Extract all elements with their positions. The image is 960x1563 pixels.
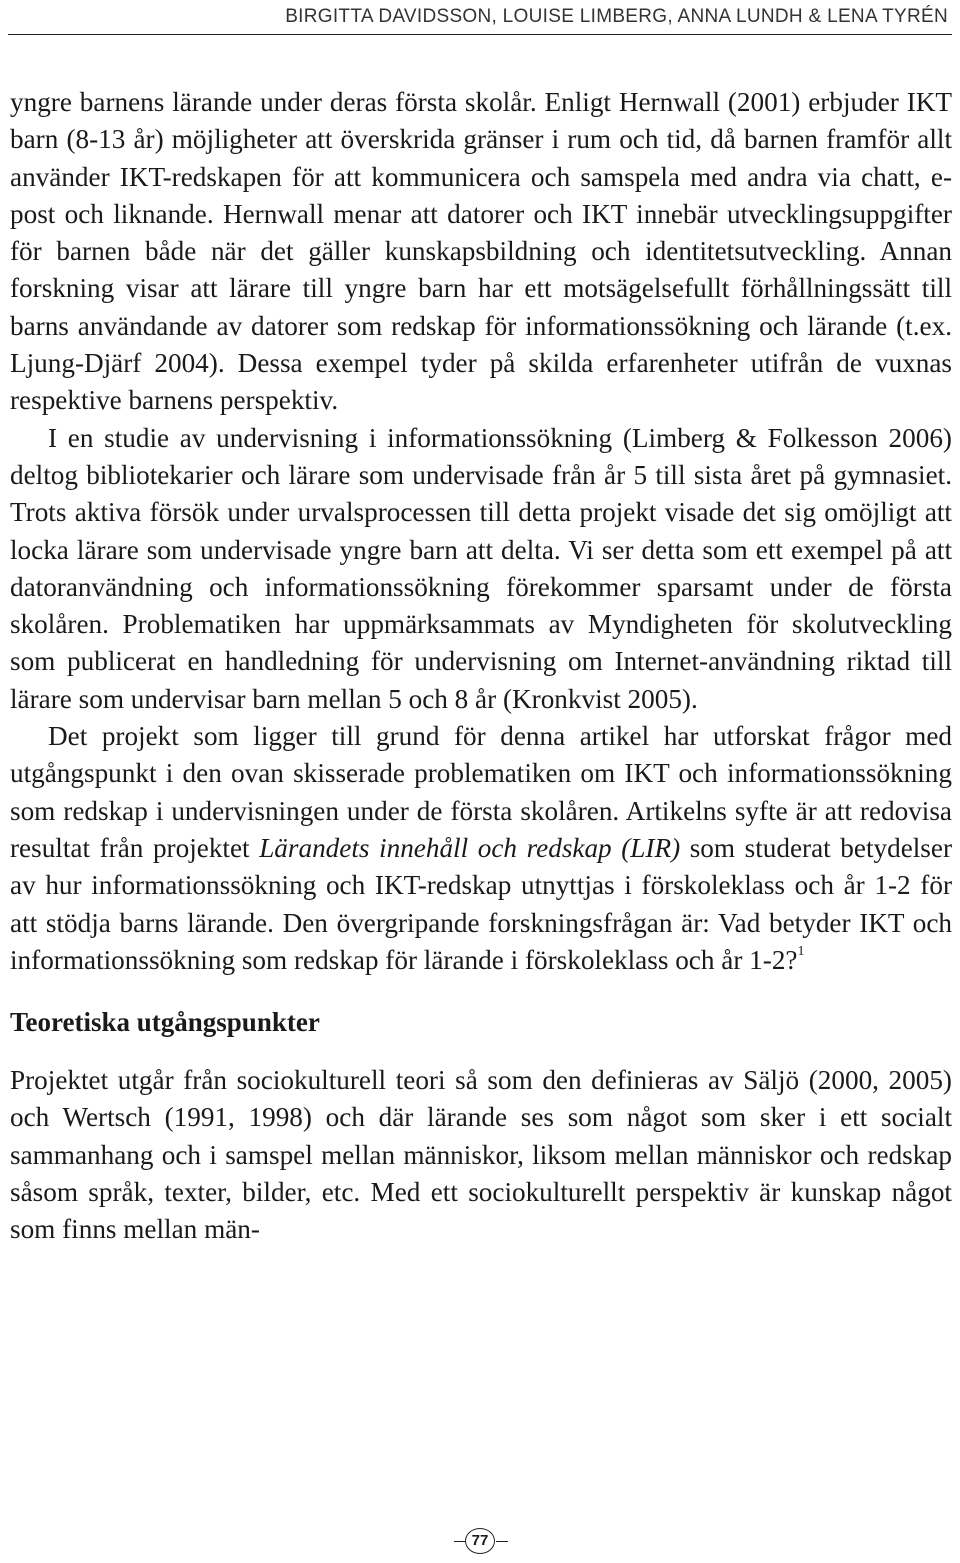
paragraph-3-text-a: Det projekt som ligger till grund för denna artikel har utforskat frågor med utgångspunkt i den ovan skisserade problematiken om IKT och informationssökning som redskap i undervisningen under de första skolåren. Artikelns syfte är att redovisa resultat från projektet — [10, 721, 952, 863]
article-body — [10, 84, 952, 1249]
paragraph-1: yngre barnens lärande under deras första skolår. Enligt Hernwall (2001) erbjuder IKT barn (8-13 år) möjligheter att överskrida gränser i rum och tid, då barnen framför allt använder IKT-redskapen för att kommunicera och samspela med andra via chatt, e-post och liknande. Hernwall menar att datorer och IKT innebär utvecklingsuppgifter för barnen både när det gäller kunskapsbildning och identitetsutveckling. Annan forskning visar att lärare till yngre barn har ett motsägelsefullt förhållningssätt till barns användande av datorer som redskap för informationssökning och lärande (t.ex. Ljung-Djärf 2004). Dessa exempel tyder på skilda erfarenheter utifrån de vuxnas respektive barnens perspektiv. — [10, 87, 952, 416]
paragraph-2: I en studie av undervisning i informationssökning (Limberg & Folkesson 2006) deltog bibliotekarier och lärare som undervisade från år 5 till sista året på gymnasiet. Trots aktiva försök under urvalsprocessen till detta projekt visade det sig omöjligt att locka lärare som undervisade yngre barn att delta. Vi ser detta som ett exempel på att datoranvändning och informationssökning förekommer sparsamt under de första skolåren. Problematiken har uppmärksammats av Myndigheten för skolutveckling som publicerat en handledning för undervisning om Internet-användning riktad till lärare som undervisar barn mellan 5 och 8 år (Kronkvist 2005). — [10, 422, 952, 714]
paragraph-3-text-b: som studerat betydelser av hur informationssökning och IKT-redskap utnyttjas i förskoleklass och år 1-2 för att stödja barns lärande. Den övergripande forskningsfrågan är: Vad betyder IKT och informationssökning som redskap för lärande i förskoleklass och år 1-2? — [10, 832, 953, 975]
header-rule — [8, 34, 952, 35]
paragraph-3 — [10, 718, 952, 979]
running-head: BIRGITTA DAVIDSSON, LOUISE LIMBERG, ANNA LUNDH & LENA TYRÉN — [285, 6, 948, 27]
footnote-mark: 1 — [797, 943, 805, 959]
paragraph-4: Projektet utgår från sociokulturell teori så som den definieras av Säljö (2000, 2005) och Wertsch (1991, 1998) och där lärande ses som något som sker i ett socialt sammanhang och i samspel mellan människor, liksom mellan människor och redskap såsom språk, texter, bilder, etc. Med ett sociokulturellt perspektiv är kunskap något som finns mellan män- — [10, 1065, 952, 1245]
page-number-text: 77 — [471, 1532, 489, 1549]
project-title: Lärandets innehåll och redskap (LIR) — [259, 832, 681, 863]
page-number — [454, 1528, 510, 1556]
section-heading: Teoretiska utgångspunkter — [10, 1007, 320, 1038]
page-number-right-rule — [496, 1541, 508, 1542]
